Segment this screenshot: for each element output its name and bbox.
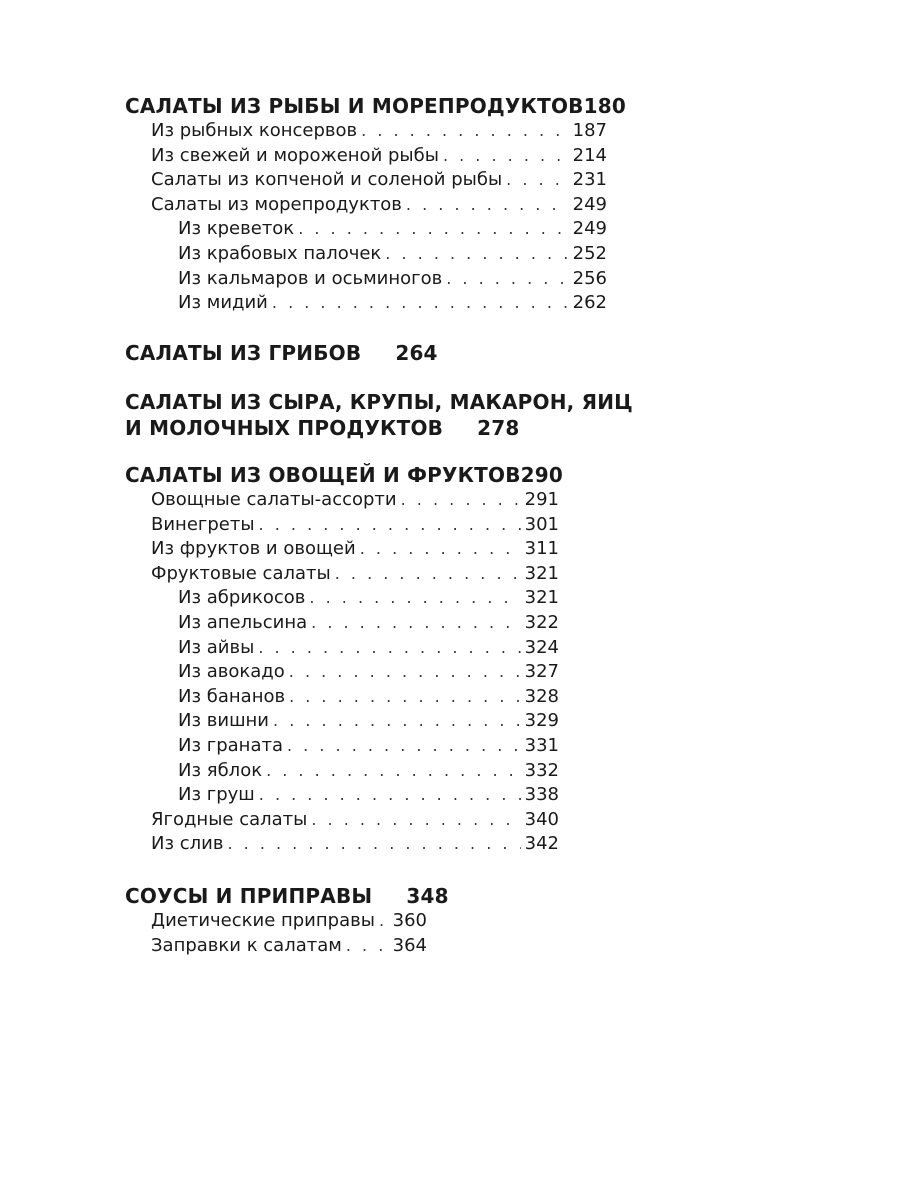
- dot-leader: [266, 759, 521, 784]
- dot-leader: [259, 513, 521, 538]
- entry-page-number: 331: [524, 734, 559, 756]
- entry-label: Диетические приправы: [151, 910, 375, 931]
- toc-entry[interactable]: [125, 808, 559, 833]
- toc-entry[interactable]: [125, 193, 607, 218]
- entry-label: Из вишни: [178, 710, 270, 732]
- toc-entry[interactable]: [125, 144, 607, 169]
- entry-page-number: 332: [524, 759, 559, 781]
- section-page-number: 278: [477, 416, 520, 440]
- toc-subentry[interactable]: [125, 783, 559, 808]
- toc-subentry[interactable]: [125, 709, 559, 734]
- entry-page-number: 340: [524, 808, 559, 830]
- entry-page-number: 301: [524, 513, 559, 535]
- entry-label: Из яблок: [178, 759, 263, 781]
- entry-page-number: 321: [524, 587, 559, 609]
- entry-page-number: 252: [572, 242, 607, 264]
- section-heading: [125, 462, 564, 488]
- toc-subentry[interactable]: [125, 267, 607, 292]
- dot-leader: [289, 660, 521, 685]
- toc-entry[interactable]: [125, 488, 559, 513]
- toc-subentry[interactable]: [125, 611, 559, 636]
- section-title-line-2: И МОЛОЧНЫХ ПРОДУКТОВ: [125, 416, 444, 440]
- dot-leader: [227, 832, 520, 857]
- toc-entry[interactable]: [125, 513, 559, 538]
- entry-label: Из креветок: [178, 218, 295, 240]
- toc-subentry[interactable]: [125, 636, 559, 661]
- section-title: СОУСЫ И ПРИПРАВЫ: [125, 884, 373, 908]
- dot-leader: [443, 144, 569, 169]
- entry-label: Винегреты: [151, 513, 255, 535]
- toc-entry[interactable]: [125, 168, 607, 193]
- dot-leader: [273, 709, 521, 734]
- dot-leader: [361, 119, 569, 144]
- toc-subentry[interactable]: [125, 291, 607, 316]
- dot-leader: [272, 291, 569, 316]
- section-heading[interactable]: [125, 883, 449, 909]
- toc-entry[interactable]: [125, 832, 559, 857]
- section-title: САЛАТЫ ИЗ ГРИБОВ: [125, 341, 362, 365]
- toc-subentry[interactable]: [125, 759, 559, 784]
- entry-page-number: 364: [392, 934, 427, 956]
- toc-section-mushrooms: [125, 340, 438, 366]
- entry-label: Из абрикосов: [178, 587, 306, 609]
- dot-leader: [258, 636, 520, 661]
- entry-label: Салаты из морепродуктов: [151, 193, 402, 215]
- entry-page-number: 329: [524, 710, 559, 732]
- entry-label: Из слив: [151, 833, 224, 855]
- entry-page-number: 231: [572, 169, 607, 191]
- entry-page-number: 338: [524, 784, 559, 806]
- dot-leader: [506, 168, 568, 193]
- entry-page-number: 342: [524, 833, 559, 855]
- entry-label: Из граната: [178, 734, 283, 756]
- entry-page-number: 187: [572, 120, 607, 141]
- toc-subentry[interactable]: [125, 586, 559, 611]
- entry-label: Ягодные салаты: [151, 808, 308, 830]
- entry-page-number: 214: [572, 144, 607, 166]
- dot-leader: [401, 488, 521, 513]
- section-heading[interactable]: [125, 389, 633, 441]
- section-title: САЛАТЫ ИЗ ОВОЩЕЙ И ФРУКТОВ: [125, 463, 521, 487]
- section-page-number: 348: [406, 884, 449, 908]
- entry-page-number: 360: [392, 910, 427, 931]
- entry-label: Из рыбных консервов: [151, 120, 358, 141]
- dot-leader: [360, 537, 521, 562]
- toc-section-vegetables: [125, 462, 564, 857]
- entry-label: Фруктовые салаты: [151, 562, 331, 584]
- entry-page-number: 249: [572, 193, 607, 215]
- entry-label: Из апельсина: [178, 611, 308, 633]
- entry-label: Из груш: [178, 784, 255, 806]
- entry-label: Из крабовых палочек: [178, 242, 382, 264]
- entry-label: Заправки к салатам: [151, 934, 342, 956]
- toc-entry[interactable]: [125, 119, 607, 144]
- entry-label: Из свежей и мороженой рыбы: [151, 144, 439, 166]
- dot-leader: [346, 934, 389, 959]
- toc-subentry[interactable]: [125, 734, 559, 759]
- entry-list: [125, 119, 607, 316]
- entry-page-number: 256: [572, 267, 607, 289]
- entry-label: Салаты из копченой и соленой рыбы: [151, 169, 503, 191]
- entry-label: Из кальмаров и осьминогов: [178, 267, 443, 289]
- dot-leader: [335, 562, 521, 587]
- dot-leader: [289, 685, 521, 710]
- entry-label: Овощные салаты-ассорти: [151, 489, 397, 510]
- toc-section-sauces: [125, 883, 449, 958]
- toc-subentry[interactable]: [125, 217, 607, 242]
- toc-section-fish: [125, 93, 626, 316]
- dot-leader: [311, 808, 520, 833]
- toc-entry[interactable]: [125, 562, 559, 587]
- entry-label: Из авокадо: [178, 661, 285, 683]
- entry-list: [125, 488, 559, 857]
- section-page-number: 290: [520, 463, 564, 487]
- entry-list: [125, 909, 427, 958]
- dot-leader: [379, 909, 389, 934]
- dot-leader: [385, 242, 568, 267]
- entry-page-number: 311: [524, 538, 559, 560]
- toc-entry[interactable]: [125, 934, 427, 959]
- dot-leader: [311, 611, 521, 636]
- entry-page-number: 249: [572, 218, 607, 240]
- entry-label: Из мидий: [178, 292, 268, 314]
- dot-leader: [298, 217, 568, 242]
- entry-label: Из бананов: [178, 685, 286, 707]
- dot-leader: [309, 586, 520, 611]
- dot-leader: [446, 267, 568, 292]
- entry-page-number: 262: [572, 292, 607, 314]
- entry-label: Из айвы: [178, 636, 255, 658]
- toc-entry[interactable]: [125, 537, 559, 562]
- section-heading: [125, 93, 626, 119]
- toc-section-cheese: [125, 389, 633, 441]
- dot-leader: [287, 734, 521, 759]
- section-page-number: 180: [583, 94, 626, 118]
- section-page-number: 264: [395, 341, 438, 365]
- section-title-line-1: САЛАТЫ ИЗ СЫРА, КРУПЫ, МАКАРОН, ЯИЦ: [125, 390, 633, 414]
- toc-subentry[interactable]: [125, 242, 607, 267]
- dot-leader: [406, 193, 569, 218]
- entry-page-number: 321: [524, 562, 559, 584]
- section-heading[interactable]: [125, 340, 438, 366]
- toc-entry[interactable]: [125, 909, 427, 934]
- entry-page-number: 322: [524, 611, 559, 633]
- entry-page-number: 291: [524, 489, 559, 510]
- toc-subentry[interactable]: [125, 660, 559, 685]
- entry-page-number: 327: [524, 661, 559, 683]
- entry-page-number: 324: [524, 636, 559, 658]
- entry-page-number: 328: [524, 685, 559, 707]
- toc-subentry[interactable]: [125, 685, 559, 710]
- dot-leader: [259, 783, 521, 808]
- entry-label: Из фруктов и овощей: [151, 538, 356, 560]
- section-title: САЛАТЫ ИЗ РЫБЫ И МОРЕПРОДУКТОВ: [125, 94, 584, 118]
